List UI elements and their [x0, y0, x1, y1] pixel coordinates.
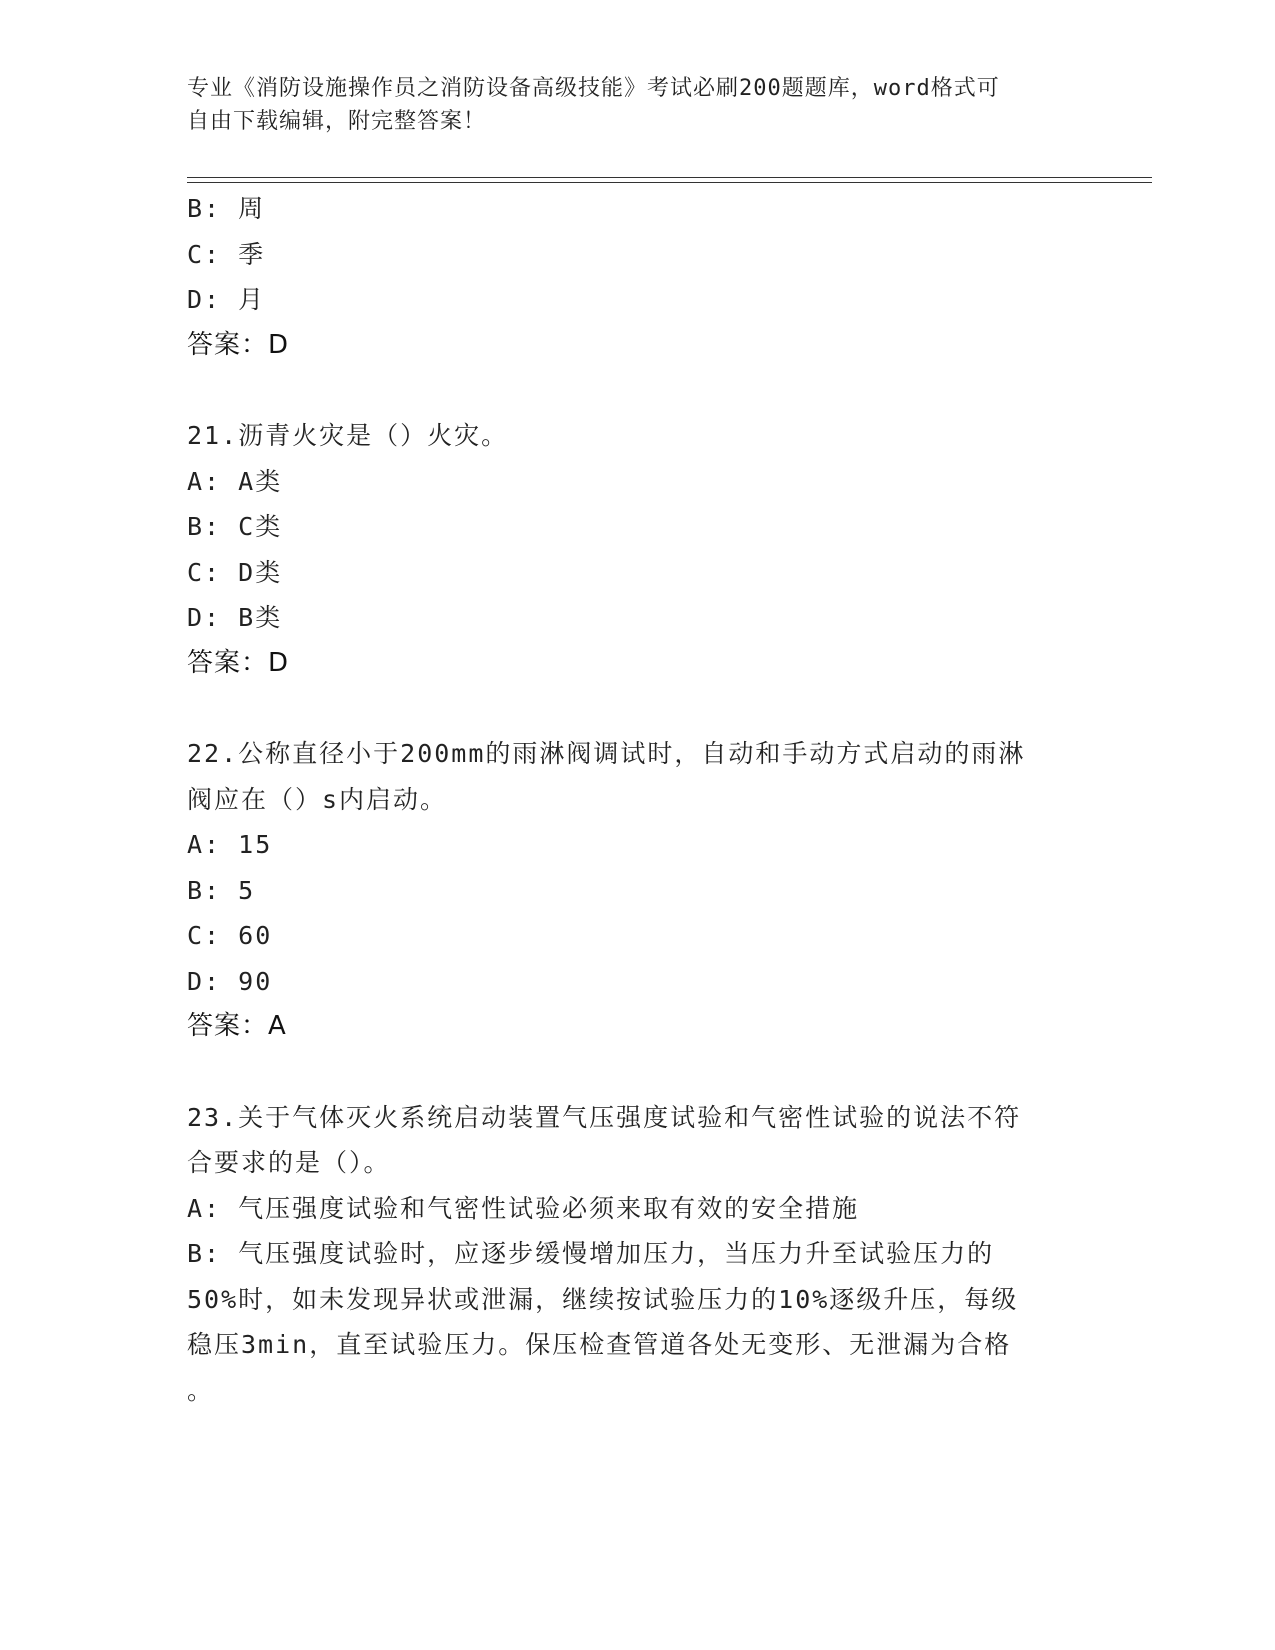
- question-stem-continued: 合要求的是（）。: [187, 1148, 391, 1177]
- option-a: A: A类: [187, 466, 283, 496]
- option-d: D: 月: [187, 285, 266, 314]
- option-b: B: 周: [187, 194, 266, 223]
- document-header: [187, 72, 1087, 138]
- spacer: [187, 686, 1087, 731]
- question-22: [187, 731, 1087, 1050]
- option-b: B: C类: [187, 512, 283, 541]
- question-20-remainder: [187, 186, 1087, 368]
- option-b: B: 5: [187, 875, 256, 905]
- spacer: [187, 1050, 1087, 1095]
- option-d: D: 90: [187, 966, 273, 996]
- answer-line: 答案：D: [187, 329, 290, 360]
- option-a: A: 气压强度试验和气密性试验必须来取有效的安全措施: [187, 1193, 860, 1223]
- question-stem-continued: 阀应在（）s内启动。: [187, 784, 448, 814]
- question-stem: 21.沥青火灾是（）火灾。: [187, 421, 509, 450]
- option-c: C: 60: [187, 921, 273, 950]
- document-body: [187, 186, 1087, 1413]
- question-21: [187, 413, 1087, 686]
- option-c: C: D类: [187, 557, 283, 587]
- option-b-continued: 。: [187, 1375, 215, 1405]
- spacer: [187, 368, 1087, 413]
- option-b: B: 气压强度试验时，应逐步缓慢增加压力，当压力升至试验压力的: [187, 1239, 995, 1268]
- answer-line: 答案：D: [187, 647, 290, 678]
- option-c: C: 季: [187, 239, 266, 269]
- option-d: D: B类: [187, 603, 283, 632]
- question-stem: 23.关于气体灭火系统启动装置气压强度试验和气密性试验的说法不符: [187, 1102, 1022, 1132]
- header-line-2: 自由下载编辑，附完整答案！: [187, 109, 487, 134]
- option-b-continued: 50%时，如未发现异状或泄漏，继续按试验压力的10%逐级升压，每级: [187, 1284, 1019, 1314]
- header-divider: [187, 177, 1152, 183]
- option-a: A: 15: [187, 830, 273, 859]
- question-23: [187, 1095, 1087, 1414]
- option-b-continued: 稳压3min，直至试验压力。保压检查管道各处无变形、无泄漏为合格: [187, 1330, 1012, 1359]
- header-line-1: 专业《消防设施操作员之消防设备高级技能》考试必刷200题题库，word格式可: [187, 76, 1000, 101]
- answer-line: 答案：A: [187, 1011, 287, 1041]
- question-stem: 22.公称直径小于200mm的雨淋阀调试时，自动和手动方式启动的雨淋: [187, 739, 1026, 768]
